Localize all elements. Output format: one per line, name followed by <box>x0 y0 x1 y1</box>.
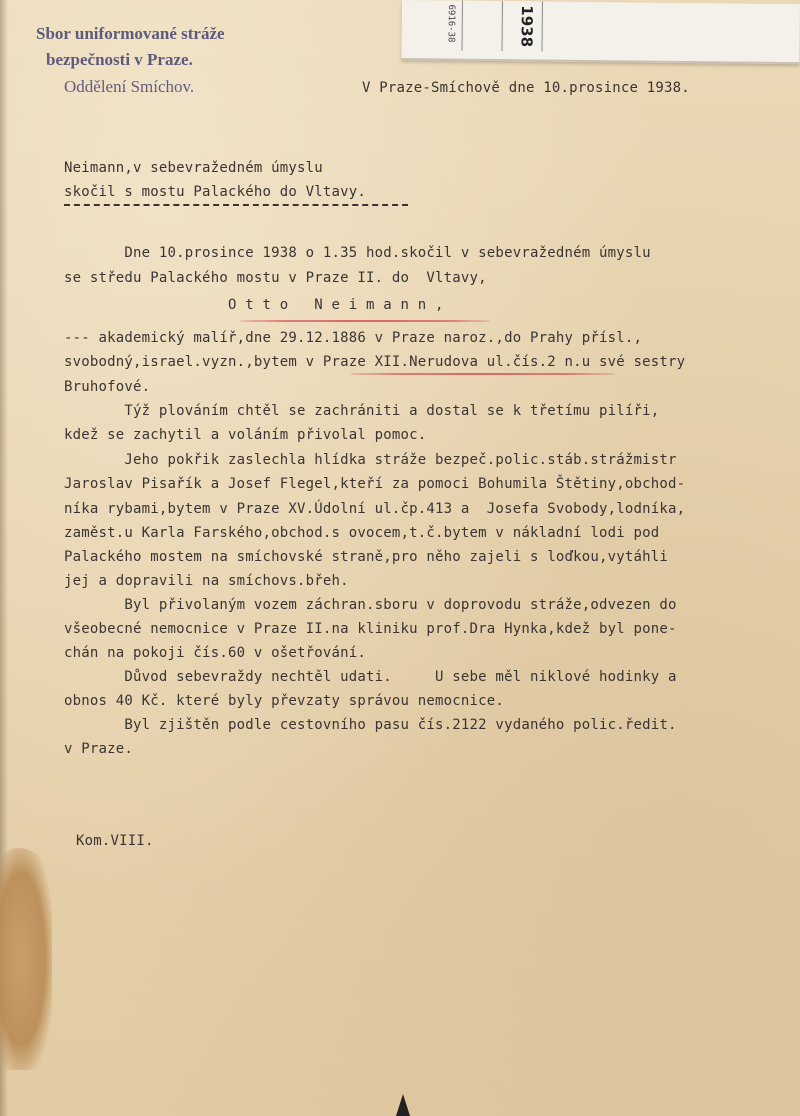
body-line: Dne 10.prosince 1938 o 1.35 hod.skočil v sebevražedném úmyslu <box>64 245 651 261</box>
red-pencil-underline <box>240 320 490 322</box>
body-line: Bruhofové. <box>64 379 151 395</box>
stamp-line-1: Sbor uniformované stráže <box>36 24 225 43</box>
tab-stripe <box>541 1 543 51</box>
stamp-line-2: bezpečnosti v Praze. <box>46 50 193 69</box>
body-line: obnos 40 Kč. které byly převzaty správou nemocnice. <box>64 693 505 709</box>
body-line: Jaroslav Pisařík a Josef Flegel,kteří za pomoci Bohumila Štětiny,obchod- <box>64 476 686 492</box>
body-line: Týž plováním chtěl se zachrániti a dostal se k třetímu pilíři, <box>64 403 660 419</box>
stamp-line-3: Oddělení Smíchov. <box>64 77 195 96</box>
body-line: --- akademický malíř,dne 29.12.1886 v Praze naroz.,do Prahy přísl., <box>64 330 643 346</box>
tab-year: 1938 <box>517 5 536 48</box>
paper-stain <box>0 848 52 1070</box>
red-pencil-underline <box>350 373 615 375</box>
subject-line-2: skočil s mostu Palackého do Vltavy. <box>64 184 367 200</box>
subject-line-1: Neimann,v sebevražedném úmyslu <box>64 160 323 176</box>
body-line: kdež se zachytil a voláním přivolal pomoc. <box>64 427 427 443</box>
body-line: Palackého mostem na smíchovské straně,pro něho zajeli s loďkou,vytáhli <box>64 549 669 565</box>
body-line: všeobecné nemocnice v Praze II.na kliniku prof.Dra Hynka,kdež byl pone- <box>64 621 677 637</box>
body-line: chán na pokoji čís.60 v ošetřování. <box>64 645 367 661</box>
body-line: se středu Palackého mostu v Praze II. do Vltavy, <box>64 270 487 286</box>
subject-underline <box>64 204 408 206</box>
body-line: zaměst.u Karla Farského,obchod.s ovocem,t.č.bytem v nákladní lodi pod <box>64 525 660 541</box>
body-line: svobodný,israel.vyzn.,bytem v Praze XII.Nerudova ul.čís.2 n.u své sestry <box>64 354 686 370</box>
body-line: O t t o N e i m a n n , <box>64 297 444 313</box>
body-line: jej a dopravili na smíchovs.břeh. <box>64 573 349 589</box>
body-line: Jeho pokřik zaslechla hlídka stráže bezpeč.polic.stáb.strážmistr <box>64 452 677 468</box>
body-line: v Praze. <box>64 741 134 757</box>
body-line: níka rybami,bytem v Praze XV.Údolní ul.čp.413 a Josefa Svobody,lodníka, <box>64 501 686 517</box>
signature: Kom.VIII. <box>76 833 154 849</box>
binding-mark <box>396 1094 410 1116</box>
tab-number: 6916-38 <box>445 4 456 43</box>
tab-stripe <box>501 1 503 51</box>
tab-stripe <box>461 1 463 51</box>
place-date: V Praze-Smíchově dne 10.prosince 1938. <box>362 80 690 96</box>
body-line: Důvod sebevraždy nechtěl udati. U sebe měl niklové hodinky a <box>64 669 677 685</box>
body-line: Byl přivolaným vozem záchran.sboru v doprovodu stráže,odvezen do <box>64 597 677 613</box>
body-line: Byl zjištěn podle cestovního pasu čís.2122 vydaného polic.ředit. <box>64 717 677 733</box>
archive-tab <box>401 0 800 64</box>
